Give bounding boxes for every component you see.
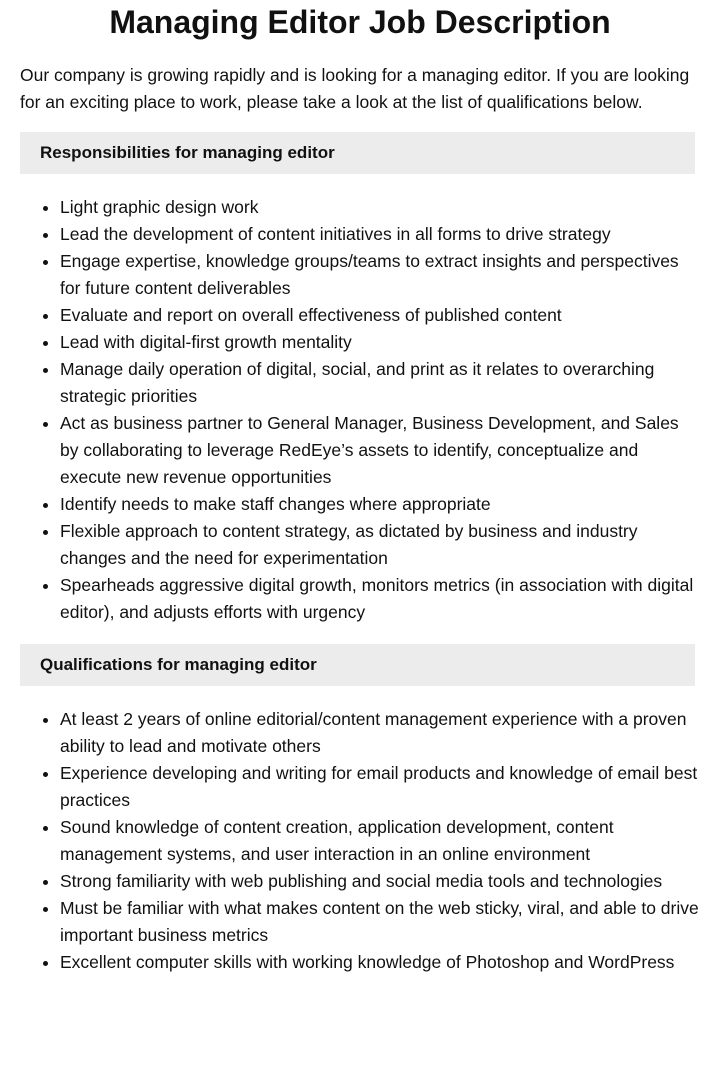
list-item: • Lead the development of content initiatives in all forms to drive strategy: [60, 221, 700, 248]
section-list: [20, 194, 700, 626]
list-item: • Act as business partner to General Manager, Business Development, and Sales by collaborating to leverage RedEye’s assets to identify, conceptualize and execute new revenue opportunities: [60, 410, 700, 491]
list-item: • Sound knowledge of content creation, application development, content management systems, and user interaction in an online environment: [60, 814, 700, 868]
page-title: Managing Editor Job Description: [109, 4, 611, 40]
list-item: • Experience developing and writing for email products and knowledge of email best practices: [60, 760, 700, 814]
list-item: • Flexible approach to content strategy, as dictated by business and industry changes and the need for experimentation: [60, 518, 700, 572]
list-item: • Evaluate and report on overall effectiveness of published content: [60, 302, 700, 329]
list-item: • Spearheads aggressive digital growth, monitors metrics (in association with digital editor), and adjusts efforts with urgency: [60, 572, 700, 626]
list-item: • Excellent computer skills with working knowledge of Photoshop and WordPress: [60, 949, 700, 976]
intro-text: Our company is growing rapidly and is looking for a managing editor. If you are looking for an exciting place to work, please take a look at the list of qualifications below.: [20, 65, 690, 112]
list-item: • At least 2 years of online editorial/content management experience with a proven ability to lead and motivate others: [60, 706, 700, 760]
section-heading: Responsibilities for managing editor: [20, 132, 695, 174]
list-item: • Must be familiar with what makes content on the web sticky, viral, and able to drive important business metrics: [60, 895, 700, 949]
list-item: • Lead with digital-first growth mentality: [60, 329, 700, 356]
list-item: • Strong familiarity with web publishing and social media tools and technologies: [60, 868, 700, 895]
section-list: [20, 706, 700, 976]
list-item: • Engage expertise, knowledge groups/teams to extract insights and perspectives for future content deliverables: [60, 248, 700, 302]
list-item: • Identify needs to make staff changes where appropriate: [60, 491, 700, 518]
list-item: • Light graphic design work: [60, 194, 700, 221]
list-item: • Manage daily operation of digital, social, and print as it relates to overarching strategic priorities: [60, 356, 700, 410]
section-heading: Qualifications for managing editor: [20, 644, 695, 686]
